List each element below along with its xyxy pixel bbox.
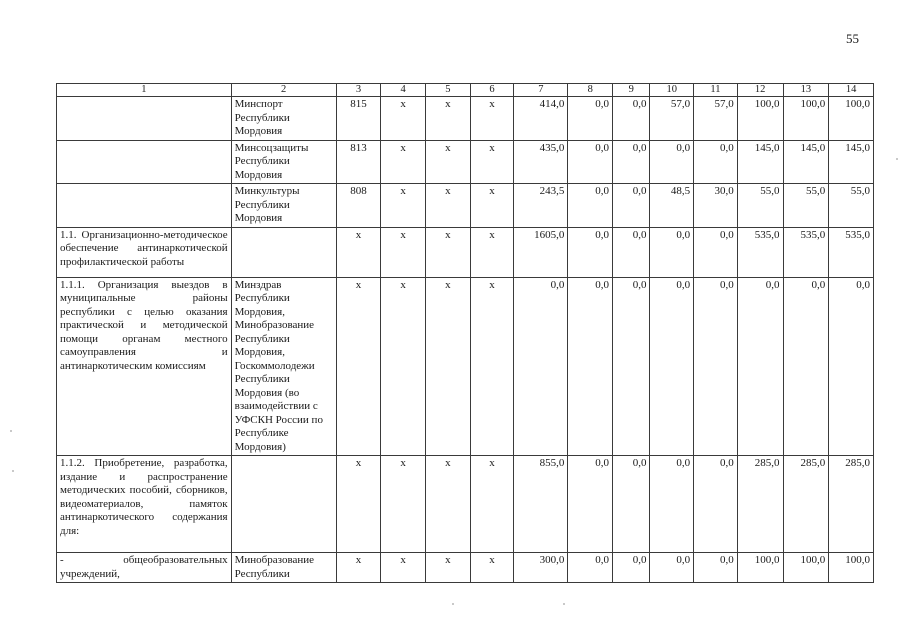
amount-cell: 0,0 <box>568 97 613 141</box>
page-number: 55 <box>846 31 859 46</box>
amount-cell: 145,0 <box>829 140 874 184</box>
code-cell: х <box>425 456 470 553</box>
code-cell: 815 <box>336 97 381 141</box>
table-header-row <box>57 84 874 97</box>
column-header-2: 2 <box>231 84 336 97</box>
executor-cell <box>231 227 336 277</box>
amount-cell: 0,0 <box>694 140 738 184</box>
code-cell: х <box>381 140 426 184</box>
code-cell: х <box>425 553 470 583</box>
table-row <box>57 553 874 583</box>
code-cell: х <box>425 277 470 456</box>
code-cell: 813 <box>336 140 381 184</box>
executor-cell: Минспорт Республики Мордовия <box>231 97 336 141</box>
code-cell: х <box>470 97 514 141</box>
code-cell: 808 <box>336 184 381 228</box>
code-cell: х <box>470 553 514 583</box>
amount-cell: 0,0 <box>613 140 650 184</box>
column-header-5: 5 <box>425 84 470 97</box>
executor-cell: Минкультуры Республики Мордовия <box>231 184 336 228</box>
amount-cell: 145,0 <box>783 140 829 184</box>
code-cell: х <box>381 277 426 456</box>
amount-cell: 435,0 <box>514 140 568 184</box>
activity-name-cell: 1.1. Организационно-методическое обеспечение антинаркотической профилактической работы <box>57 227 232 277</box>
amount-cell: 0,0 <box>613 97 650 141</box>
column-header-14: 14 <box>829 84 874 97</box>
amount-cell: 535,0 <box>783 227 829 277</box>
amount-cell: 285,0 <box>737 456 783 553</box>
activity-name-cell <box>57 140 232 184</box>
amount-cell: 0,0 <box>613 227 650 277</box>
amount-cell: 100,0 <box>737 553 783 583</box>
table-row <box>57 277 874 456</box>
amount-cell: 414,0 <box>514 97 568 141</box>
amount-cell: 100,0 <box>737 97 783 141</box>
activity-name-cell: - общеобразовательных учреждений, <box>57 553 232 583</box>
amount-cell: 855,0 <box>514 456 568 553</box>
amount-cell: 0,0 <box>650 277 694 456</box>
amount-cell: 57,0 <box>650 97 694 141</box>
amount-cell: 55,0 <box>783 184 829 228</box>
amount-cell: 0,0 <box>568 184 613 228</box>
amount-cell: 0,0 <box>568 227 613 277</box>
amount-cell: 535,0 <box>829 227 874 277</box>
code-cell: х <box>425 97 470 141</box>
table-row <box>57 97 874 141</box>
amount-cell: 300,0 <box>514 553 568 583</box>
code-cell: х <box>470 184 514 228</box>
executor-cell: Минсоцзащиты Республики Мордовия <box>231 140 336 184</box>
column-header-3: 3 <box>336 84 381 97</box>
code-cell: х <box>381 456 426 553</box>
code-cell: х <box>425 184 470 228</box>
amount-cell: 0,0 <box>568 553 613 583</box>
amount-cell: 1605,0 <box>514 227 568 277</box>
amount-cell: 0,0 <box>568 140 613 184</box>
amount-cell: 0,0 <box>650 553 694 583</box>
amount-cell: 0,0 <box>650 140 694 184</box>
code-cell: х <box>425 227 470 277</box>
column-header-10: 10 <box>650 84 694 97</box>
activity-name-cell: 1.1.1. Организация выездов в муниципальные районы республики с целью оказания практической и методической помощи органам местного самоуправления и антинаркотическим комиссиям <box>57 277 232 456</box>
amount-cell: 0,0 <box>694 553 738 583</box>
amount-cell: 0,0 <box>694 277 738 456</box>
amount-cell: 0,0 <box>568 456 613 553</box>
code-cell: х <box>470 456 514 553</box>
amount-cell: 0,0 <box>650 456 694 553</box>
amount-cell: 0,0 <box>737 277 783 456</box>
table-body <box>57 84 874 583</box>
code-cell: х <box>425 140 470 184</box>
amount-cell: 57,0 <box>694 97 738 141</box>
column-header-11: 11 <box>694 84 738 97</box>
code-cell: х <box>381 227 426 277</box>
activity-name-cell <box>57 184 232 228</box>
column-header-4: 4 <box>381 84 426 97</box>
column-header-8: 8 <box>568 84 613 97</box>
code-cell: х <box>336 227 381 277</box>
amount-cell: 243,5 <box>514 184 568 228</box>
column-header-9: 9 <box>613 84 650 97</box>
budget-table <box>56 83 874 583</box>
executor-cell <box>231 456 336 553</box>
amount-cell: 285,0 <box>783 456 829 553</box>
column-header-12: 12 <box>737 84 783 97</box>
executor-cell: Минздрав Республики Мордовия, Минобразование Республики Мордовия, Госкоммолодежи Республики Мордовия (во взаимодействии с УФСКН России по Республике Мордовия) <box>231 277 336 456</box>
amount-cell: 0,0 <box>829 277 874 456</box>
amount-cell: 0,0 <box>694 456 738 553</box>
executor-cell: Минобразование Республики <box>231 553 336 583</box>
amount-cell: 48,5 <box>650 184 694 228</box>
amount-cell: 30,0 <box>694 184 738 228</box>
table-row <box>57 184 874 228</box>
code-cell: х <box>470 140 514 184</box>
table-row <box>57 227 874 277</box>
amount-cell: 0,0 <box>613 277 650 456</box>
code-cell: х <box>470 227 514 277</box>
amount-cell: 0,0 <box>694 227 738 277</box>
table-row <box>57 140 874 184</box>
code-cell: х <box>336 277 381 456</box>
amount-cell: 0,0 <box>783 277 829 456</box>
activity-name-cell: 1.1.2. Приобретение, разработка, издание и распространение методических пособий, сборников, видеоматериалов, памяток антинаркотического содержания для: <box>57 456 232 553</box>
column-header-7: 7 <box>514 84 568 97</box>
amount-cell: 55,0 <box>829 184 874 228</box>
scan-speck <box>563 603 565 605</box>
amount-cell: 100,0 <box>783 97 829 141</box>
amount-cell: 100,0 <box>783 553 829 583</box>
code-cell: х <box>381 97 426 141</box>
scan-speck <box>452 603 454 605</box>
code-cell: х <box>336 553 381 583</box>
scan-speck <box>12 470 14 472</box>
amount-cell: 535,0 <box>737 227 783 277</box>
amount-cell: 0,0 <box>613 553 650 583</box>
code-cell: х <box>336 456 381 553</box>
amount-cell: 0,0 <box>613 456 650 553</box>
scan-speck <box>896 158 898 160</box>
amount-cell: 100,0 <box>829 97 874 141</box>
column-header-6: 6 <box>470 84 514 97</box>
table-row <box>57 456 874 553</box>
amount-cell: 55,0 <box>737 184 783 228</box>
amount-cell: 0,0 <box>650 227 694 277</box>
amount-cell: 0,0 <box>514 277 568 456</box>
amount-cell: 145,0 <box>737 140 783 184</box>
scan-speck <box>10 430 12 432</box>
code-cell: х <box>381 553 426 583</box>
amount-cell: 0,0 <box>613 184 650 228</box>
code-cell: х <box>381 184 426 228</box>
column-header-1: 1 <box>57 84 232 97</box>
amount-cell: 100,0 <box>829 553 874 583</box>
code-cell: х <box>470 277 514 456</box>
amount-cell: 285,0 <box>829 456 874 553</box>
activity-name-cell <box>57 97 232 141</box>
amount-cell: 0,0 <box>568 277 613 456</box>
column-header-13: 13 <box>783 84 829 97</box>
